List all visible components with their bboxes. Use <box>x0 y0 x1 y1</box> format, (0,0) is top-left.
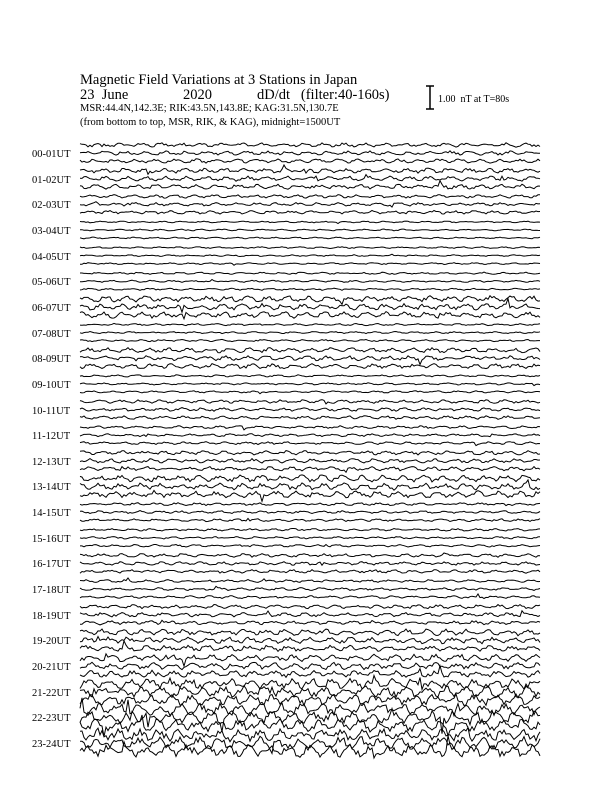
scale-bar-label: 1.00 nT at T=80s <box>438 94 510 105</box>
trace-10-11UT-MSR <box>80 416 540 420</box>
trace-14-15UT-KAG <box>80 503 540 506</box>
trace-10-11UT-KAG <box>80 400 540 404</box>
trace-17-18UT-KAG <box>80 578 540 582</box>
trace-21-22UT-RIK <box>80 686 540 698</box>
stations-label: MSR:44.4N,142.3E; RIK:43.5N,143.8E; KAG:31.5N,130.7E <box>80 103 339 114</box>
chart-title: Magnetic Field Variations at 3 Stations in Japan <box>80 72 358 88</box>
trace-14-15UT-MSR <box>80 518 540 521</box>
hour-label-19-20UT: 19-20UT <box>32 636 71 648</box>
hour-label-07-08UT: 07-08UT <box>32 328 71 340</box>
date-label: 23 June <box>80 87 129 103</box>
hour-label-09-10UT: 09-10UT <box>32 379 71 391</box>
trace-06-07UT-RIK <box>80 299 540 313</box>
trace-01-02UT-MSR <box>80 181 540 190</box>
trace-02-03UT-KAG <box>80 195 540 199</box>
hour-label-21-22UT: 21-22UT <box>32 687 71 699</box>
hour-label-23-24UT: 23-24UT <box>32 738 71 750</box>
trace-01-02UT-RIK <box>80 175 540 182</box>
trace-07-08UT-KAG <box>80 323 540 325</box>
trace-09-10UT-KAG <box>80 375 540 377</box>
hour-label-17-18UT: 17-18UT <box>32 585 71 597</box>
trace-group <box>80 143 540 758</box>
hour-label-16-17UT: 16-17UT <box>32 559 71 571</box>
trace-15-16UT-MSR <box>80 545 540 548</box>
order-note: (from bottom to top, MSR, RIK, & KAG), midnight=1500UT <box>80 117 341 128</box>
hour-label-03-04UT: 03-04UT <box>32 225 71 237</box>
year-label: 2020 <box>183 87 212 103</box>
trace-07-08UT-RIK <box>80 332 540 334</box>
trace-06-07UT-KAG <box>80 296 540 305</box>
trace-10-11UT-RIK <box>80 408 540 412</box>
trace-19-20UT-KAG <box>80 629 540 636</box>
trace-12-13UT-KAG <box>80 451 540 455</box>
hour-label-02-03UT: 02-03UT <box>32 200 71 212</box>
hour-label-08-09UT: 08-09UT <box>32 354 71 366</box>
trace-03-04UT-MSR <box>80 237 540 239</box>
trace-15-16UT-RIK <box>80 537 540 539</box>
trace-16-17UT-MSR <box>80 570 540 574</box>
trace-00-01UT-RIK <box>80 151 540 155</box>
trace-19-20UT-RIK <box>80 637 540 644</box>
trace-13-14UT-KAG <box>80 475 540 482</box>
trace-06-07UT-MSR <box>80 312 540 319</box>
trace-00-01UT-MSR <box>80 159 540 163</box>
hour-label-20-21UT: 20-21UT <box>32 662 71 673</box>
hour-label-11-12UT: 11-12UT <box>32 431 71 443</box>
trace-07-08UT-MSR <box>80 339 540 341</box>
trace-09-10UT-RIK <box>80 383 540 386</box>
hour-label-14-15UT: 14-15UT <box>32 508 71 520</box>
trace-03-04UT-KAG <box>80 221 540 223</box>
hour-label-13-14UT: 13-14UT <box>32 482 71 494</box>
trace-12-13UT-MSR <box>80 467 540 473</box>
hour-label-00-01UT: 00-01UT <box>32 149 71 160</box>
trace-16-17UT-RIK <box>80 562 540 566</box>
trace-15-16UT-KAG <box>80 529 540 532</box>
trace-00-01UT-KAG <box>80 143 540 147</box>
hour-label-01-02UT: 01-02UT <box>32 174 71 186</box>
trace-17-18UT-RIK <box>80 586 540 590</box>
trace-18-19UT-KAG <box>80 605 540 609</box>
hour-label-10-11UT: 10-11UT <box>32 405 71 417</box>
trace-18-19UT-RIK <box>80 611 540 617</box>
trace-04-05UT-KAG <box>80 247 540 249</box>
hour-label-22-23UT: 22-23UT <box>32 713 71 725</box>
trace-08-09UT-MSR <box>80 364 540 369</box>
filter-label: dD/dt (filter:40-160s) <box>257 87 390 103</box>
trace-12-13UT-RIK <box>80 459 540 463</box>
trace-20-21UT-MSR <box>80 666 540 678</box>
hour-label-05-06UT: 05-06UT <box>32 277 71 289</box>
trace-05-06UT-KAG <box>80 272 540 274</box>
trace-17-18UT-MSR <box>80 594 540 599</box>
trace-08-09UT-KAG <box>80 348 540 353</box>
trace-03-04UT-RIK <box>80 229 540 231</box>
trace-11-12UT-KAG <box>80 426 540 430</box>
trace-21-22UT-MSR <box>80 694 540 706</box>
trace-19-20UT-MSR <box>80 641 540 652</box>
trace-20-21UT-KAG <box>80 654 540 666</box>
trace-05-06UT-RIK <box>80 280 540 283</box>
trace-08-09UT-RIK <box>80 356 540 365</box>
trace-02-03UT-MSR <box>80 211 540 215</box>
trace-20-21UT-RIK <box>80 662 540 669</box>
trace-22-23UT-KAG <box>80 698 540 716</box>
trace-09-10UT-MSR <box>80 391 540 394</box>
trace-04-05UT-MSR <box>80 263 540 266</box>
scale-bar-icon <box>426 86 434 109</box>
trace-18-19UT-MSR <box>80 620 540 625</box>
hour-label-06-07UT: 06-07UT <box>32 302 71 314</box>
trace-22-23UT-MSR <box>80 715 540 737</box>
trace-05-06UT-MSR <box>80 288 540 290</box>
trace-01-02UT-KAG <box>80 165 540 174</box>
trace-11-12UT-MSR <box>80 442 540 446</box>
trace-14-15UT-RIK <box>80 511 540 514</box>
trace-02-03UT-RIK <box>80 202 540 207</box>
trace-13-14UT-MSR <box>80 490 540 501</box>
hour-label-15-16UT: 15-16UT <box>32 533 71 545</box>
hour-label-04-05UT: 04-05UT <box>32 251 71 263</box>
trace-04-05UT-RIK <box>80 254 540 256</box>
hour-label-18-19UT: 18-19UT <box>32 610 71 622</box>
trace-11-12UT-RIK <box>80 434 540 437</box>
trace-21-22UT-KAG <box>80 676 540 690</box>
hour-label-12-13UT: 12-13UT <box>32 456 71 468</box>
trace-16-17UT-KAG <box>80 553 540 557</box>
